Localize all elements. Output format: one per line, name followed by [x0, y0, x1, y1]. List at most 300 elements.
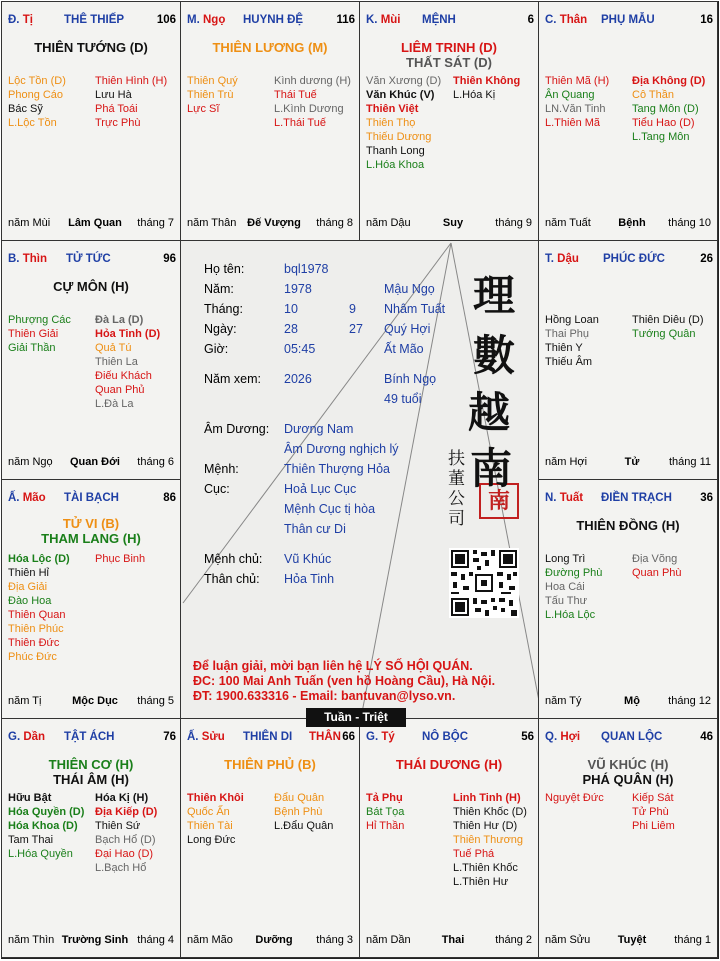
palace-cell-thin[interactable]	[1, 240, 181, 480]
palace-header	[8, 14, 176, 30]
left-star-column	[545, 74, 609, 130]
main-stars	[2, 279, 180, 294]
palace-footer	[187, 934, 353, 948]
footer-year: năm Thân	[187, 217, 237, 229]
palace-cell-tuat[interactable]	[538, 479, 718, 719]
minor-star: Thiên Sứ	[95, 820, 141, 832]
minor-star: Kình dương (H)	[274, 75, 351, 87]
main-star: THIÊN ĐỒNG (H)	[576, 518, 680, 533]
minor-star: Thiên Thọ	[366, 117, 416, 129]
red-seal: 南	[479, 483, 519, 519]
minor-star: Thiên Khốc (D)	[453, 806, 527, 818]
minor-star: Hỉ Thần	[366, 820, 405, 832]
value-cuc: Hoả Lục Cục	[284, 482, 357, 496]
palace-name: MỆNH	[422, 14, 456, 26]
small-calli-2: 董	[448, 469, 465, 489]
main-star: LIÊM TRINH (D)	[400, 40, 498, 55]
value-month: 10	[284, 302, 298, 316]
palace-footer	[8, 456, 174, 470]
minor-star: Cô Thần	[632, 89, 674, 101]
earthly-branch: Tý	[381, 731, 395, 743]
left-star-column	[545, 791, 604, 805]
palace-branch	[8, 253, 47, 265]
label-menh: Mệnh:	[204, 462, 239, 476]
palace-age-number: 86	[163, 492, 176, 504]
minor-star: Thiên Tài	[187, 820, 233, 832]
main-star: THAM LANG (H)	[41, 531, 141, 546]
minor-star: Tướng Quân	[632, 328, 696, 340]
palace-name: TỬ TỨC	[66, 253, 111, 265]
minor-star: L.Thiên Khốc	[453, 862, 518, 874]
minor-star: LN.Văn Tinh	[545, 103, 606, 115]
palace-name: THIÊN DI	[243, 731, 293, 743]
footer-month: tháng 10	[668, 217, 711, 229]
main-stars	[2, 516, 180, 546]
minor-star: Địa Kiếp (D)	[95, 806, 158, 818]
palace-branch	[187, 14, 225, 26]
main-star: TỬ VI (B)	[62, 516, 120, 531]
minor-star: Bạch Hổ (D)	[95, 834, 156, 846]
minor-star: L.Hóa Lộc	[545, 609, 596, 621]
minor-star: Hoa Cái	[545, 581, 585, 593]
heavenly-stem: G.	[8, 731, 24, 743]
footer-year: năm Dần	[366, 934, 411, 946]
right-star-column	[632, 791, 675, 833]
minor-star: Giải Thần	[8, 342, 56, 354]
minor-star: Thanh Long	[366, 145, 425, 157]
palace-cell-ti[interactable]	[1, 1, 181, 241]
right-star-column	[453, 791, 527, 889]
minor-star: L.Hóa Khoa	[366, 159, 425, 171]
minor-star: L.Thiên Hư	[453, 876, 509, 888]
palace-age-number: 26	[700, 253, 713, 265]
right-star-column	[632, 313, 704, 341]
main-stars	[360, 40, 538, 70]
value-hour-canchi: Ất Mão	[384, 342, 424, 356]
main-stars	[181, 40, 359, 55]
label-hour: Giờ:	[204, 342, 229, 356]
palace-cell-mui[interactable]	[359, 1, 539, 241]
minor-star: Thiên Việt	[366, 103, 419, 115]
main-star: THIÊN PHỦ (B)	[224, 757, 316, 772]
palace-branch	[187, 731, 225, 743]
left-star-column	[8, 74, 66, 130]
palace-age-number: 56	[521, 731, 534, 743]
palace-header	[187, 731, 355, 747]
right-star-column	[274, 74, 351, 130]
palace-header	[545, 253, 713, 269]
minor-star: Thái Tuế	[274, 89, 317, 101]
palace-branch	[8, 14, 33, 26]
minor-star: Quốc Ấn	[187, 806, 230, 818]
footer-year: năm Tuất	[545, 217, 591, 229]
heavenly-stem: Ấ.	[187, 731, 202, 743]
value-month-canchi: Nhâm Tuất	[384, 302, 446, 316]
minor-star: Lực Sĩ	[187, 103, 220, 115]
main-star: THIÊN CƠ (H)	[48, 757, 134, 772]
minor-star: Đà La (D)	[95, 314, 144, 326]
minor-star: Phúc Đức	[8, 651, 57, 663]
footer-phase: Dưỡng	[255, 934, 293, 946]
small-calli-4: 司	[448, 509, 465, 529]
footer-phase: Trường Sinh	[61, 934, 129, 946]
palace-header	[8, 731, 176, 747]
footer-year: năm Thìn	[8, 934, 55, 946]
palace-cell-ngo[interactable]	[180, 1, 360, 241]
palace-branch	[366, 14, 401, 26]
minor-star: L.Thái Tuế	[274, 117, 326, 129]
main-star: THIÊN TƯỚNG (D)	[34, 40, 148, 55]
value-view-year: 2026	[284, 372, 312, 386]
minor-star: Phượng Các	[8, 314, 71, 326]
right-star-column	[632, 74, 705, 144]
label-cuc: Cục:	[204, 482, 230, 496]
earthly-branch: Ngọ	[202, 14, 226, 26]
palace-age-number: 6	[527, 14, 534, 26]
minor-star: Thiên Hỉ	[8, 567, 49, 579]
left-star-column	[366, 791, 404, 833]
footer-phase: Mộc Dục	[72, 695, 118, 707]
minor-star: Thiên Y	[545, 342, 583, 354]
left-star-column	[8, 313, 71, 355]
palace-name: THÊ THIẾP	[64, 14, 125, 26]
earthly-branch: Hợi	[560, 731, 581, 743]
heavenly-stem: T.	[545, 253, 558, 265]
label-am-duong: Âm Dương:	[204, 422, 270, 436]
footer-phase: Đế Vượng	[247, 217, 301, 229]
minor-star: Tấu Thư	[545, 595, 588, 607]
value-year-canchi: Mậu Ngọ	[384, 282, 435, 296]
label-menh-chu: Mệnh chủ:	[204, 552, 263, 566]
qr-code[interactable]	[449, 548, 519, 618]
footer-year: năm Dậu	[366, 217, 411, 229]
main-stars	[181, 757, 359, 772]
minor-star: Hữu Bật	[8, 792, 52, 804]
footer-phase: Tuyệt	[617, 934, 647, 946]
minor-star: Địa Võng	[632, 553, 678, 565]
main-stars	[539, 757, 717, 787]
main-star: THIÊN LƯƠNG (M)	[212, 40, 328, 55]
palace-branch	[545, 14, 587, 26]
footer-month: tháng 5	[137, 695, 174, 707]
palace-header	[8, 492, 176, 508]
heavenly-stem: G.	[366, 731, 382, 743]
right-star-column	[95, 74, 167, 130]
minor-star: Đào Hoa	[8, 595, 52, 607]
heavenly-stem: C.	[545, 14, 560, 26]
footer-year: năm Mùi	[8, 217, 51, 229]
minor-star: L.Hóa Kị	[453, 89, 496, 101]
footer-month: tháng 7	[137, 217, 174, 229]
palace-name: HUYNH ĐỆ	[243, 14, 304, 26]
palace-cell-dau[interactable]	[538, 240, 718, 480]
minor-star: Tuế Phá	[453, 848, 495, 860]
heavenly-stem: K.	[366, 14, 381, 26]
palace-name: PHỤ MẪU	[601, 14, 655, 26]
right-star-column	[95, 552, 145, 566]
label-month: Tháng:	[204, 302, 243, 316]
palace-branch	[545, 253, 579, 265]
minor-star: Thiên Trù	[187, 89, 234, 101]
minor-star: Tam Thai	[8, 834, 54, 846]
minor-star: Tả Phụ	[366, 792, 403, 804]
palace-cell-dan[interactable]	[1, 718, 181, 958]
value-age: 49 tuổi	[384, 392, 422, 406]
left-star-column	[545, 552, 602, 622]
label-view-year: Năm xem:	[204, 372, 261, 386]
palace-branch	[545, 492, 583, 504]
heavenly-stem: B.	[8, 253, 23, 265]
palace-footer	[545, 456, 711, 470]
main-star: PHÁ QUÂN (H)	[582, 772, 674, 787]
heavenly-stem: Q.	[545, 731, 561, 743]
main-stars	[539, 518, 717, 533]
minor-star: Ân Quang	[545, 89, 595, 101]
minor-star: Phi Liêm	[632, 820, 675, 832]
footer-year: năm Sửu	[545, 934, 591, 946]
earthly-branch: Tị	[22, 14, 33, 26]
minor-star: Nguyệt Đức	[545, 792, 604, 804]
minor-star: Thiên Diêu (D)	[632, 314, 704, 326]
minor-star: Thiếu Âm	[545, 356, 593, 368]
minor-star: Hóa Lộc (D)	[8, 553, 70, 565]
value-than-chu: Hỏa Tinh	[284, 572, 335, 586]
palace-name: PHÚC ĐỨC	[603, 253, 665, 265]
minor-star: Bệnh Phù	[274, 806, 323, 818]
minor-star: Tiểu Hao (D)	[632, 117, 695, 129]
footer-month: tháng 11	[668, 456, 711, 468]
minor-star: Tử Phù	[632, 806, 669, 818]
minor-star: L.Hóa Quyền	[8, 848, 73, 860]
footer-year: năm Tị	[8, 695, 42, 707]
palace-branch	[366, 731, 395, 743]
minor-star: Hỏa Tinh (D)	[95, 328, 161, 340]
palace-name: NÔ BỘC	[422, 731, 468, 743]
main-star: CỰ MÔN (H)	[53, 279, 129, 294]
right-star-column	[453, 74, 520, 102]
right-star-column	[632, 552, 682, 580]
footer-phase: Lâm Quan	[68, 217, 122, 229]
earthly-branch: Thìn	[22, 253, 47, 265]
value-menh-chu: Vũ Khúc	[284, 552, 332, 566]
contact-line-3: ĐT: 1900.633316 - Email: bantuvan@lyso.vn.	[193, 689, 456, 703]
palace-name: ĐIỀN TRẠCH	[601, 492, 672, 504]
small-calli-3: 公	[448, 489, 465, 509]
heavenly-stem: M.	[187, 14, 203, 26]
footer-month: tháng 3	[316, 934, 353, 946]
palace-branch	[8, 731, 45, 743]
footer-phase: Quan Đới	[70, 456, 120, 468]
footer-year: năm Hợi	[545, 456, 588, 468]
value-cuc-2: Mệnh Cục tị hòa	[284, 502, 376, 516]
minor-star: Thiên Khôi	[187, 792, 244, 804]
palace-footer	[545, 934, 711, 948]
minor-star: L.Đà La	[95, 398, 134, 410]
minor-star: L.Bạch Hổ	[95, 862, 147, 874]
main-star: VŨ KHÚC (H)	[587, 757, 669, 772]
minor-star: Phong Cáo	[8, 89, 64, 101]
calligraphy-char-2: 數	[473, 331, 516, 380]
heavenly-stem: Đ.	[8, 14, 23, 26]
minor-star: L.Đẩu Quân	[274, 820, 334, 832]
footer-phase: Mộ	[624, 695, 640, 707]
calligraphy-char-1: 理	[473, 271, 516, 320]
minor-star: L.Lộc Tồn	[8, 117, 57, 129]
palace-name: TÀI BẠCH	[64, 492, 119, 504]
minor-star: Bác Sỹ	[8, 103, 43, 115]
value-day: 28	[284, 322, 298, 336]
palace-footer	[366, 934, 532, 948]
minor-star: Quả Tú	[95, 342, 132, 354]
earthly-branch: Tuất	[559, 492, 584, 504]
minor-star: Phá Toái	[95, 103, 138, 115]
palace-name: TẬT ÁCH	[64, 731, 115, 743]
minor-star: Hồng Loan	[545, 314, 599, 326]
earthly-branch: Dậu	[557, 253, 579, 265]
palace-cell-suu[interactable]	[180, 718, 360, 958]
value-hour: 05:45	[284, 342, 316, 356]
contact-line-1: Để luận giải, mời bạn liên hệ LÝ SỐ HỘI QUÁN.	[193, 659, 473, 673]
minor-star: Địa Không (D)	[632, 75, 706, 87]
minor-star: Thai Phụ	[545, 328, 590, 340]
main-star: THẤT SÁT (D)	[406, 55, 492, 70]
minor-star: L.Thiên Mã	[545, 117, 601, 129]
minor-star: Quan Phủ	[95, 384, 145, 396]
heavenly-stem: Ấ.	[8, 492, 23, 504]
earthly-branch: Mùi	[380, 14, 401, 26]
label-than-chu: Thân chủ:	[204, 572, 260, 586]
right-star-column	[274, 791, 333, 833]
palace-age-number: 116	[336, 14, 355, 26]
value-day-lunar: 27	[349, 322, 363, 336]
tuan-triet-label: Tuần - Triệt	[306, 708, 406, 727]
palace-cell-hoi[interactable]	[538, 718, 718, 958]
minor-star: Điếu Khách	[95, 370, 152, 382]
right-star-column	[95, 313, 160, 411]
calligraphy-char-3: 越	[468, 388, 511, 437]
footer-month: tháng 4	[137, 934, 174, 946]
than-marker: THÂN	[309, 731, 341, 743]
main-stars	[2, 757, 180, 787]
palace-cell-mao[interactable]	[1, 479, 181, 719]
main-stars	[360, 757, 538, 772]
main-star: THÁI DƯƠNG (H)	[395, 757, 503, 772]
minor-star: Thiên Hình (H)	[95, 75, 168, 87]
palace-footer	[8, 217, 174, 231]
footer-phase: Tử	[624, 456, 640, 468]
minor-star: Thiên Mã (H)	[545, 75, 610, 87]
contact-line-2: ĐC: 100 Mai Anh Tuấn (ven hồ Hoàng Cầu), Hà Nội.	[193, 674, 496, 688]
palace-header	[187, 14, 355, 30]
left-star-column	[8, 552, 70, 664]
palace-age-number: 36	[700, 492, 713, 504]
label-day: Ngày:	[204, 322, 237, 336]
main-star: THÁI ÂM (H)	[53, 772, 129, 787]
palace-header	[8, 253, 176, 269]
minor-star: Đường Phù	[545, 567, 603, 579]
main-stars	[2, 40, 180, 55]
minor-star: Thiên Không	[453, 75, 521, 87]
right-star-column	[95, 791, 157, 875]
left-star-column	[8, 791, 84, 861]
palace-name: QUAN LỘC	[601, 731, 663, 743]
minor-star: Thiên Quý	[187, 75, 238, 87]
footer-year: năm Tý	[545, 695, 582, 707]
palace-cell-than[interactable]	[538, 1, 718, 241]
earthly-branch: Dần	[23, 731, 46, 743]
left-star-column	[366, 74, 441, 172]
footer-month: tháng 2	[495, 934, 532, 946]
footer-year: năm Mão	[187, 934, 233, 946]
palace-header	[545, 14, 713, 30]
minor-star: Thiên Phúc	[8, 623, 64, 635]
minor-star: L.Tang Môn	[632, 131, 690, 143]
minor-star: Kiếp Sát	[632, 792, 674, 804]
minor-star: Văn Khúc (V)	[366, 89, 435, 101]
minor-star: Hóa Quyền (D)	[8, 806, 85, 818]
label-name: Họ tên:	[204, 262, 245, 276]
minor-star: Tang Môn (D)	[632, 103, 699, 115]
palace-cell-ty[interactable]	[359, 718, 539, 958]
minor-star: Đại Hao (D)	[95, 848, 154, 860]
minor-star: Thiên Hư (D)	[453, 820, 518, 832]
minor-star: Phục Binh	[95, 553, 146, 565]
palace-footer	[8, 934, 174, 948]
palace-header	[366, 731, 534, 747]
footer-month: tháng 1	[674, 934, 711, 946]
palace-branch	[545, 731, 580, 743]
minor-star: Thiên La	[95, 356, 138, 368]
footer-phase: Bệnh	[618, 217, 646, 229]
earthly-branch: Sửu	[201, 731, 225, 743]
minor-star: Lưu Hà	[95, 89, 132, 101]
palace-age-number: 16	[700, 14, 713, 26]
earthly-branch: Thân	[559, 14, 588, 26]
minor-star: Thiếu Dương	[366, 131, 432, 143]
palace-header	[545, 492, 713, 508]
label-year: Năm:	[204, 282, 234, 296]
minor-star: Thiên Thương	[453, 834, 524, 846]
palace-header	[545, 731, 713, 747]
minor-star: Hóa Khoa (D)	[8, 820, 78, 832]
minor-star: Đẩu Quân	[274, 792, 325, 804]
palace-footer	[366, 217, 532, 231]
minor-star: Thiên Quan	[8, 609, 66, 621]
left-star-column	[545, 313, 599, 369]
value-menh: Thiên Thượng Hỏa	[284, 462, 390, 476]
minor-star: Thiên Giải	[8, 328, 59, 340]
palace-age-number: 46	[700, 731, 713, 743]
palace-footer	[187, 217, 353, 231]
minor-star: Long Đức	[187, 834, 236, 846]
palace-footer	[545, 217, 711, 231]
minor-star: L.Kình Dương	[274, 103, 344, 115]
footer-month: tháng 8	[316, 217, 353, 229]
footer-year: năm Ngọ	[8, 456, 53, 468]
minor-star: Lộc Tồn (D)	[8, 75, 66, 87]
palace-branch	[8, 492, 46, 504]
minor-star: Linh Tinh (H)	[453, 792, 521, 804]
small-calli-1: 扶	[448, 449, 465, 469]
heavenly-stem: N.	[545, 492, 560, 504]
calligraphy-char-4: 南	[470, 444, 513, 493]
minor-star: Văn Xương (D)	[366, 75, 442, 87]
footer-phase: Thai	[441, 934, 465, 946]
value-cuc-3: Thân cư Di	[284, 522, 346, 536]
minor-star: Hóa Kị (H)	[95, 792, 149, 804]
palace-footer	[8, 695, 174, 709]
left-star-column	[187, 74, 238, 116]
